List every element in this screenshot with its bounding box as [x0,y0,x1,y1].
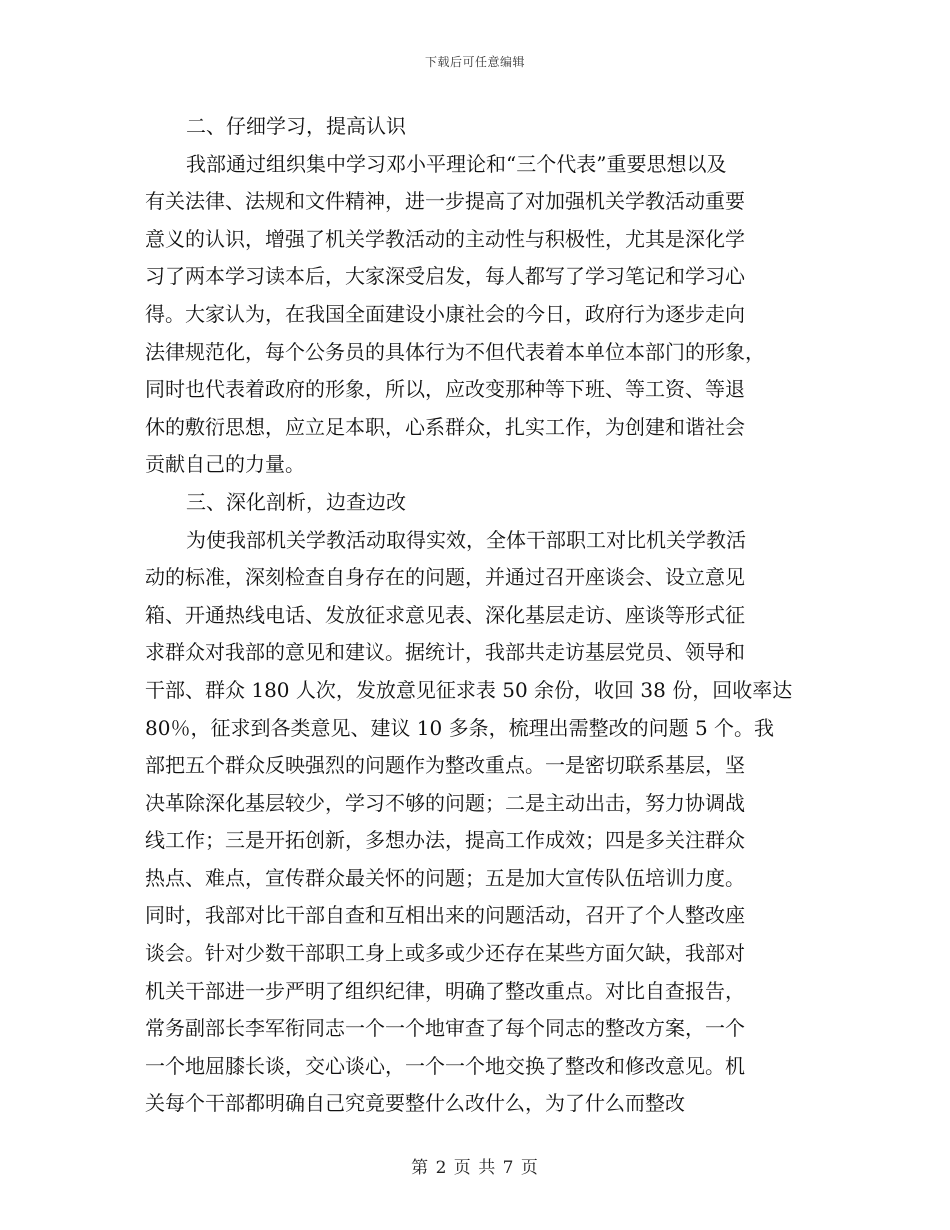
text-line: 求群众对我部的意见和建议。据统计，我部共走访基层党员、领导和 [145,640,745,665]
text-line: 休的敷衍思想，应立足本职，心系群众，扎实工作，为创建和谐社会 [145,414,745,439]
text-line: 干部、群众 180 人次，发放意见征求表 50 余份，收回 38 份，回收率达 [145,677,793,702]
text-line: 同时，我部对比干部自查和互相出来的问题活动，召开了个人整改座 [145,903,745,928]
text-line: 决革除深化基层较少，学习不够的问题；二是主动出击，努力协调战 [145,790,745,815]
text-line: 为使我部机关学教活动取得实效，全体干部职工对比机关学教活 [186,527,746,552]
text-line: 热点、难点，宣传群众最关怀的问题；五是加大宣传队伍培训力度。 [145,865,745,890]
text-line: 80％，征求到各类意见、建议 10 多条，梳理出需整改的问题 5 个。我 [145,715,775,740]
text-line: 法律规范化，每个公务员的具体行为不但代表着本单位本部门的形象， [145,339,765,364]
text-line: 动的标准，深刻检查自身存在的问题，并通过召开座谈会、设立意见 [145,565,745,590]
page-number: 第 2 页 共 7 页 [411,1158,539,1178]
text-line: 谈会。针对少数干部职工身上或多或少还存在某些方面欠缺，我部对 [145,941,745,966]
text-line: 有关法律、法规和文件精神，进一步提高了对加强机关学教活动重要 [145,189,745,214]
text-line: 意义的认识，增强了机关学教活动的主动性与积极性，尤其是深化学 [145,226,745,251]
text-line: 习了两本学习读本后，大家深受启发，每人都写了学习笔记和学习心 [145,264,745,289]
text-line: 二、仔细学习，提高认识 [186,114,406,138]
text-line: 三、深化剖析，边查边改 [186,489,406,514]
text-line: 关每个干部都明确自己究竟要整什么改什么，为了什么而整改 [145,1091,685,1116]
text-line: 箱、开通热线电话、发放征求意见表、深化基层走访、座谈等形式征 [145,602,745,627]
text-line: 同时也代表着政府的形象，所以，应改变那种等下班、等工资、等退 [145,377,745,402]
text-line: 得。大家认为，在我国全面建设小康社会的今日，政府行为逐步走向 [145,301,745,326]
text-line: 我部通过组织集中学习邓小平理论和“三个代表”重要思想以及 [186,151,727,176]
text-line: 一个地屈膝长谈，交心谈心，一个一个地交换了整改和修改意见。机 [145,1053,745,1078]
page-header: 下载后可任意编辑 [424,55,525,69]
text-line: 线工作；三是开拓创新，多想办法，提高工作成效；四是多关注群众 [145,828,745,853]
document-body [145,108,807,1123]
text-line: 常务副部长李军衔同志一个一个地审查了每个同志的整改方案，一个 [145,1016,745,1041]
text-line: 机关干部进一步严明了组织纪律，明确了整改重点。对比自查报告， [145,978,745,1003]
text-line: 贡献自己的力量。 [145,452,305,477]
text-line: 部把五个群众反映强烈的问题作为整改重点。一是密切联系基层，坚 [145,753,745,778]
